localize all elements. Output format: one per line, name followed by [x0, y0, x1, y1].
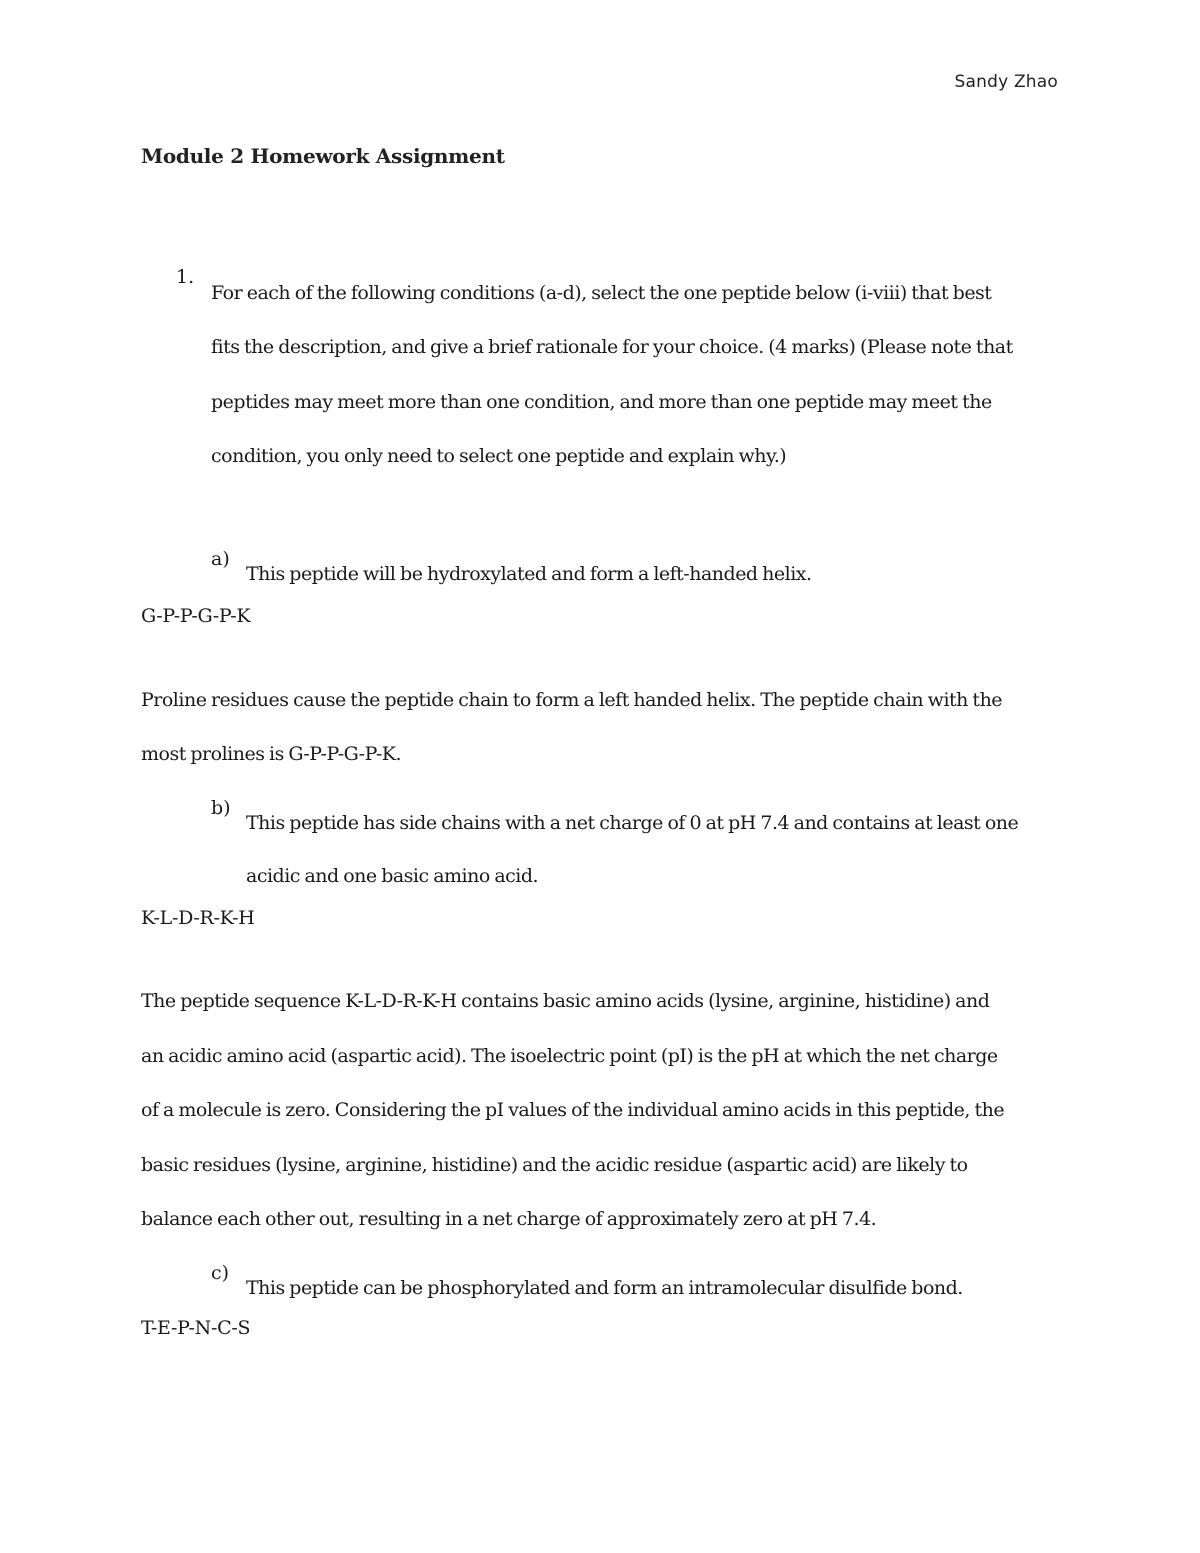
question-line: fits the description, and give a brief rationale for your choice. (4 marks) (Please note that — [211, 336, 1013, 359]
part-c-sequence: T-E-P-N-C-S — [141, 1317, 251, 1339]
part-b-sequence: K-L-D-R-K-H — [141, 907, 255, 929]
question-line: condition, you only need to select one peptide and explain why.) — [211, 444, 787, 467]
part-b-text — [246, 797, 1066, 903]
author-header: Sandy Zhao — [954, 72, 1058, 92]
part-b-line: This peptide has side chains with a net charge of 0 at pH 7.4 and contains at least one — [246, 812, 1019, 834]
part-b-answer — [141, 974, 1061, 1247]
part-a-answer — [141, 673, 1061, 781]
part-a-sequence: G-P-P-G-P-K — [141, 605, 251, 627]
question-number: 1. — [176, 266, 195, 288]
part-a-line: This peptide will be hydroxylated and form a left-handed helix. — [246, 563, 812, 585]
part-c-text — [246, 1262, 1066, 1315]
part-b-answer-line: The peptide sequence K-L-D-R-K-H contains basic amino acids (lysine, arginine, histidine) and — [141, 990, 990, 1012]
part-b-answer-line: an acidic amino acid (aspartic acid). The isoelectric point (pI) is the pH at which the net charge — [141, 1044, 998, 1067]
part-b-label: b) — [211, 797, 231, 819]
part-b-line: acidic and one basic amino acid. — [246, 865, 539, 887]
part-a-text — [246, 548, 1066, 601]
part-a-label: a) — [211, 548, 230, 570]
part-c-label: c) — [211, 1262, 230, 1284]
part-b-answer-line: of a molecule is zero. Considering the pI values of the individual amino acids in this peptide, the — [141, 1099, 1005, 1121]
question-line: peptides may meet more than one condition, and more than one peptide may meet the — [211, 390, 992, 413]
part-b-answer-line: basic residues (lysine, arginine, histidine) and the acidic residue (aspartic acid) are likely to — [141, 1153, 968, 1176]
part-a-answer-line: most prolines is G-P-P-G-P-K. — [141, 743, 401, 765]
part-c-line: This peptide can be phosphorylated and form an intramolecular disulfide bond. — [246, 1277, 963, 1299]
page-title: Module 2 Homework Assignment — [141, 144, 505, 168]
question-line: For each of the following conditions (a-d), select the one peptide below (i-viii) that best — [211, 282, 992, 304]
part-a-answer-line: Proline residues cause the peptide chain to form a left handed helix. The peptide chain with the — [141, 689, 1003, 711]
question-text — [211, 266, 1063, 483]
part-b-answer-line: balance each other out, resulting in a net charge of approximately zero at pH 7.4. — [141, 1208, 877, 1230]
